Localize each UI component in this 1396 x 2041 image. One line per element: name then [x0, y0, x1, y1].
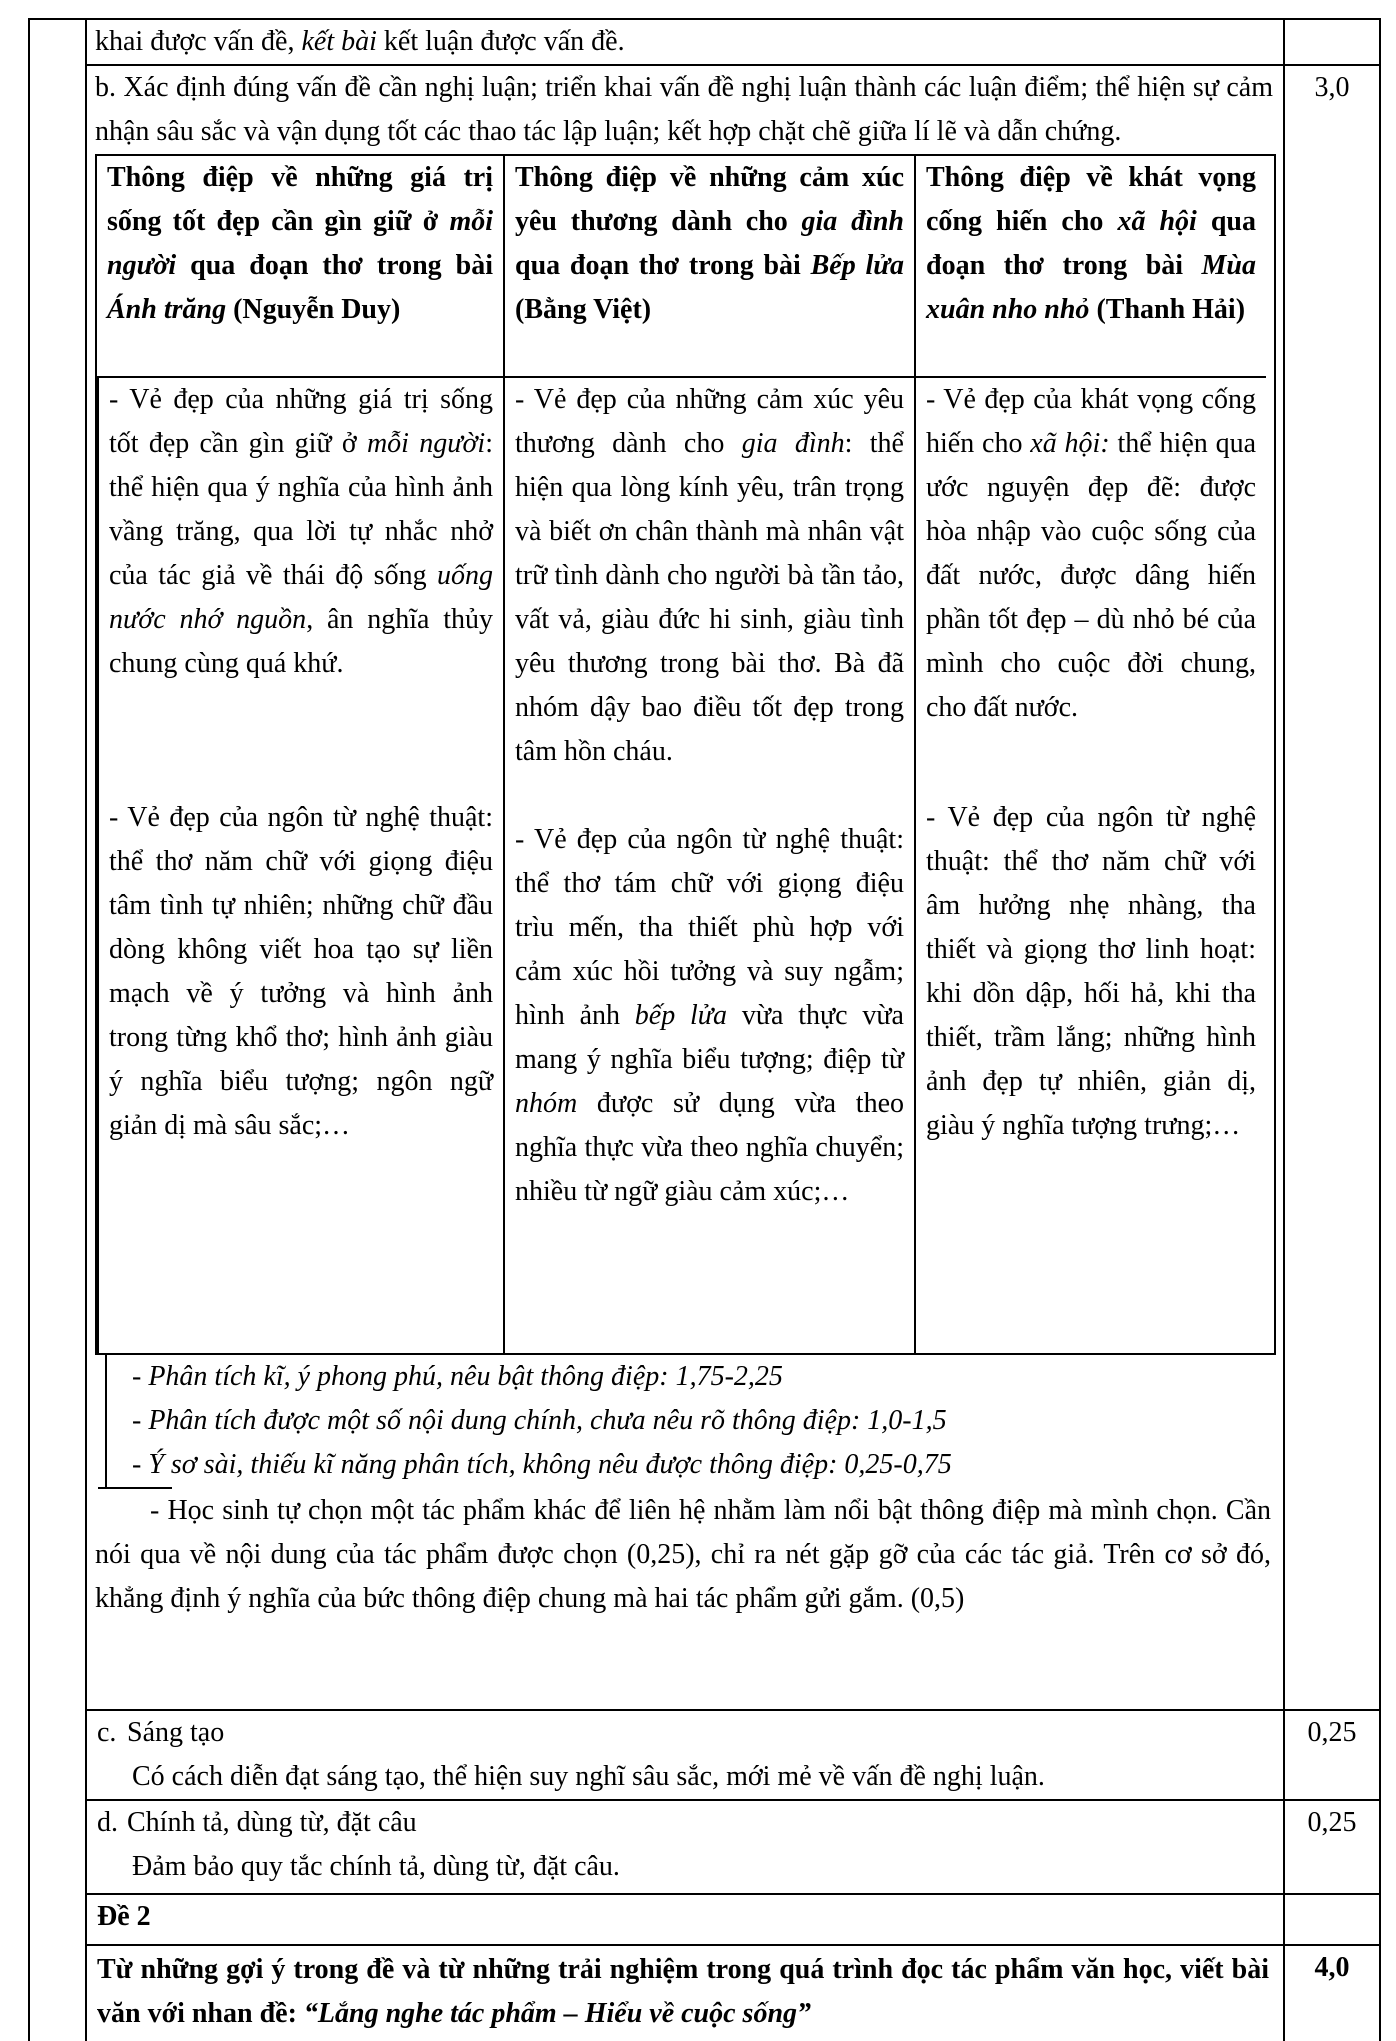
- text-segment: - Vẻ đẹp của những giá trị sống tốt đẹp cần gìn giữ ở: [109, 384, 493, 459]
- text-segment: mỗi người: [107, 206, 493, 281]
- text-segment: : thể hiện qua ý nghĩa của hình ảnh vầng trăng, qua lời tự nhắc nhở của tác giả về thái độ sống: [109, 428, 493, 591]
- body-anh-trang-p2: [109, 796, 493, 1148]
- text-segment: “Lắng nghe tác phẩm – Hiểu về cuộc sống”: [303, 1998, 812, 2029]
- score-value: 3,0: [1314, 72, 1350, 103]
- text-segment: xã hội:: [1030, 428, 1110, 459]
- text-segment: - Học sinh tự chọn một tác phẩm khác để liên hệ nhằm làm nổi bật thông điệp mà mình chọn. Cần nói qua về nội dung của tác phẩm được chọn (0,25), chỉ ra nét gặp gỡ của các tác giả. Trên cơ sở đó, khẳng định ý nghĩa của bức thông điệp chung mà hai tác phẩm gửi gắm. (0,5): [95, 1495, 1271, 1614]
- body-anh-trang-p1: [109, 378, 493, 686]
- text-segment: bếp lửa: [634, 1000, 728, 1031]
- text-segment: - Vẻ đẹp của ngôn từ nghệ thuật: thể thơ năm chữ với âm hưởng nhẹ nhàng, tha thiết và giọng thơ linh hoạt: khi dồn dập, hối hả, khi tha thiết, trầm lắng; những hình ảnh đẹp tự nhiên, giản dị, giàu ý nghĩa tượng trưng;…: [926, 802, 1256, 1141]
- essay-prompt-text: [87, 1946, 1283, 2041]
- body-mua-xuan-p1: [926, 378, 1256, 730]
- criterion-d-title: Chính tả, dùng từ, đặt câu: [127, 1807, 417, 1838]
- score-cell-empty: [1283, 1895, 1379, 1944]
- table-row: [87, 64, 1379, 1709]
- text-segment: khai được vấn đề,: [95, 26, 302, 57]
- text-segment: (Bằng Việt): [515, 294, 652, 325]
- score-value: 0,25: [1307, 1807, 1357, 1838]
- text-segment: (Thanh Hải): [1089, 294, 1246, 325]
- header-mua-xuan-nho-nho: [914, 156, 1266, 376]
- free-choice-note: [95, 1489, 1271, 1621]
- criterion-c-title: Sáng tạo: [127, 1717, 225, 1748]
- text-segment: - Vẻ đẹp của ngôn từ nghệ thuật: thể thơ tám chữ với giọng điệu trìu mến, tha thiết phù hợp với cảm xúc hồi tưởng và suy ngẫm; hình ảnh: [515, 824, 904, 1031]
- score-cell-d: [1283, 1801, 1379, 1893]
- text-segment: , ân nghĩa thủy chung cùng quá khứ.: [109, 604, 493, 679]
- criterion-c-title-line: [87, 1711, 1283, 1755]
- de2-label: Đề 2: [97, 1901, 151, 1932]
- body-bep-lua-p1: [515, 378, 904, 774]
- text-segment: vừa thực vừa mang ý nghĩa biểu tượng; điệp từ: [515, 1000, 904, 1075]
- rubric-table: [28, 18, 1381, 2041]
- text-segment: Thông điệp về những cảm xúc yêu thương dành cho: [515, 162, 904, 237]
- score-cell-final: [1283, 1946, 1379, 2041]
- score-value: 4,0: [1314, 1952, 1350, 1983]
- text-segment: Ánh trăng: [107, 294, 227, 325]
- table-row: [87, 20, 1379, 64]
- scoring-guide-line: - Phân tích kĩ, ý phong phú, nêu bật thông điệp: 1,75-2,25: [132, 1361, 783, 1392]
- text-segment: kết luận được vấn đề.: [376, 26, 625, 57]
- criterion-c-cell: [87, 1711, 1283, 1799]
- text-segment: qua đoạn thơ trong bài: [926, 206, 1256, 281]
- score-cell-c: [1283, 1711, 1379, 1799]
- header-bep-lua: [503, 156, 914, 376]
- text-segment: - Vẻ đẹp của những cảm xúc yêu thương dành cho: [515, 384, 904, 459]
- text-segment: b. Xác định đúng vấn đề cần nghị luận; triển khai vấn đề nghị luận thành các luận điểm; thể hiện sự cảm nhận sâu sắc và vận dụng tốt các thao tác lập luận; kết hợp chặt chẽ giữa lí lẽ và dẫn chứng.: [95, 72, 1273, 147]
- criterion-d-title-line: [87, 1801, 1283, 1845]
- text-segment: Thông điệp về khát vọng cống hiến cho: [926, 162, 1256, 237]
- body-mua-xuan-nho-nho: [914, 376, 1266, 1353]
- table-row: [87, 1944, 1379, 2041]
- text-segment: : thể hiện qua lòng kính yêu, trân trọng và biết ơn chân thành mà nhân vật trữ tình dành cho người bà tần tảo, vất vả, giàu đức hi sinh, giàu tình yêu thương trong bài thơ. Bà đã nhóm dậy bao điều tốt đẹp trong tâm hồn cháu.: [515, 428, 904, 767]
- text-segment: - Vẻ đẹp của ngôn từ nghệ thuật: thể thơ năm chữ với giọng điệu tâm tình tự nhiên; những chữ đầu dòng không viết hoa tạo sự liền mạch về ý tưởng và hình ảnh trong từng khổ thơ; hình ảnh giàu ý nghĩa biểu tượng; ngôn ngữ giản dị mà sâu sắc;…: [109, 802, 493, 1141]
- text-segment: gia đình: [801, 206, 904, 237]
- criterion-d-prefix: d.: [97, 1807, 118, 1838]
- body-bep-lua: [503, 376, 914, 1353]
- header-anh-trang: [97, 156, 503, 376]
- score-cell-empty: [1283, 20, 1379, 64]
- table-row: [87, 1799, 1379, 1893]
- text-segment: Từ những gợi ý trong đề và từ những trải nghiệm trong quá trình đọc tác phẩm văn học, viết bài văn với nhan đề:: [97, 1954, 1269, 2029]
- body-mua-xuan-p2: [926, 796, 1256, 1148]
- criterion-c-desc: Có cách diễn đạt sáng tạo, thể hiện suy nghĩ sâu sắc, mới mẻ về vấn đề nghị luận.: [132, 1761, 1045, 1792]
- poem-comparison-table: [95, 154, 1276, 1355]
- table-row: [87, 1893, 1379, 1944]
- text-segment: uống nước nhớ nguồn: [109, 560, 493, 635]
- score-cell-b: [1283, 66, 1379, 1709]
- text-segment: (Nguyễn Duy): [226, 294, 401, 325]
- criterion-d-cell: [87, 1801, 1283, 1893]
- criterion-d-desc: Đảm bảo quy tắc chính tả, dùng từ, đặt câu.: [132, 1851, 620, 1882]
- text-segment: nhóm: [515, 1088, 578, 1119]
- scoring-guide-box: [105, 1355, 1285, 1487]
- scoring-guide-line: - Phân tích được một số nội dung chính, chưa nêu rõ thông điệp: 1,0-1,5: [132, 1405, 947, 1436]
- criterion-b-cell: [87, 66, 1283, 1709]
- intro-continuation-text: [87, 20, 1283, 64]
- text-segment: qua đoạn thơ trong bài: [176, 250, 493, 281]
- text-segment: Mùa xuân nho nhỏ: [926, 250, 1256, 325]
- body-anh-trang: [97, 376, 503, 1353]
- text-segment: qua đoạn thơ trong bài: [515, 250, 811, 281]
- scoring-guide-line: - Ý sơ sài, thiếu kĩ năng phân tích, không nêu được thông điệp: 0,25-0,75: [132, 1449, 952, 1480]
- text-segment: được sử dụng vừa theo nghĩa thực vừa theo nghĩa chuyển; nhiều từ ngữ giàu cảm xúc;…: [515, 1088, 904, 1207]
- text-segment: kết bài: [301, 26, 377, 57]
- text-segment: xã hội: [1117, 206, 1197, 237]
- text-segment: gia đình: [741, 428, 845, 459]
- question-number-column: [30, 20, 87, 2041]
- criterion-b-paragraph: [95, 66, 1273, 154]
- score-value: 0,25: [1307, 1717, 1357, 1748]
- text-segment: - Vẻ đẹp của khát vọng cống hiến cho: [926, 384, 1256, 459]
- criterion-c-prefix: c.: [97, 1717, 117, 1748]
- body-bep-lua-p2: [515, 818, 904, 1214]
- table-row: [87, 1709, 1379, 1799]
- text-segment: Bếp lửa: [810, 250, 904, 281]
- text-segment: mỗi người: [366, 428, 486, 459]
- text-segment: Thông điệp về những giá trị sống tốt đẹp cần gìn giữ ở: [107, 162, 493, 237]
- rubric-rows: [87, 20, 1379, 2041]
- text-segment: thể hiện qua ước nguyện đẹp đẽ: được hòa nhập vào cuộc sống của đất nước, được dâng hiến phần tốt đẹp – dù nhỏ bé của mình cho cuộc đời chung, cho đất nước.: [926, 428, 1257, 723]
